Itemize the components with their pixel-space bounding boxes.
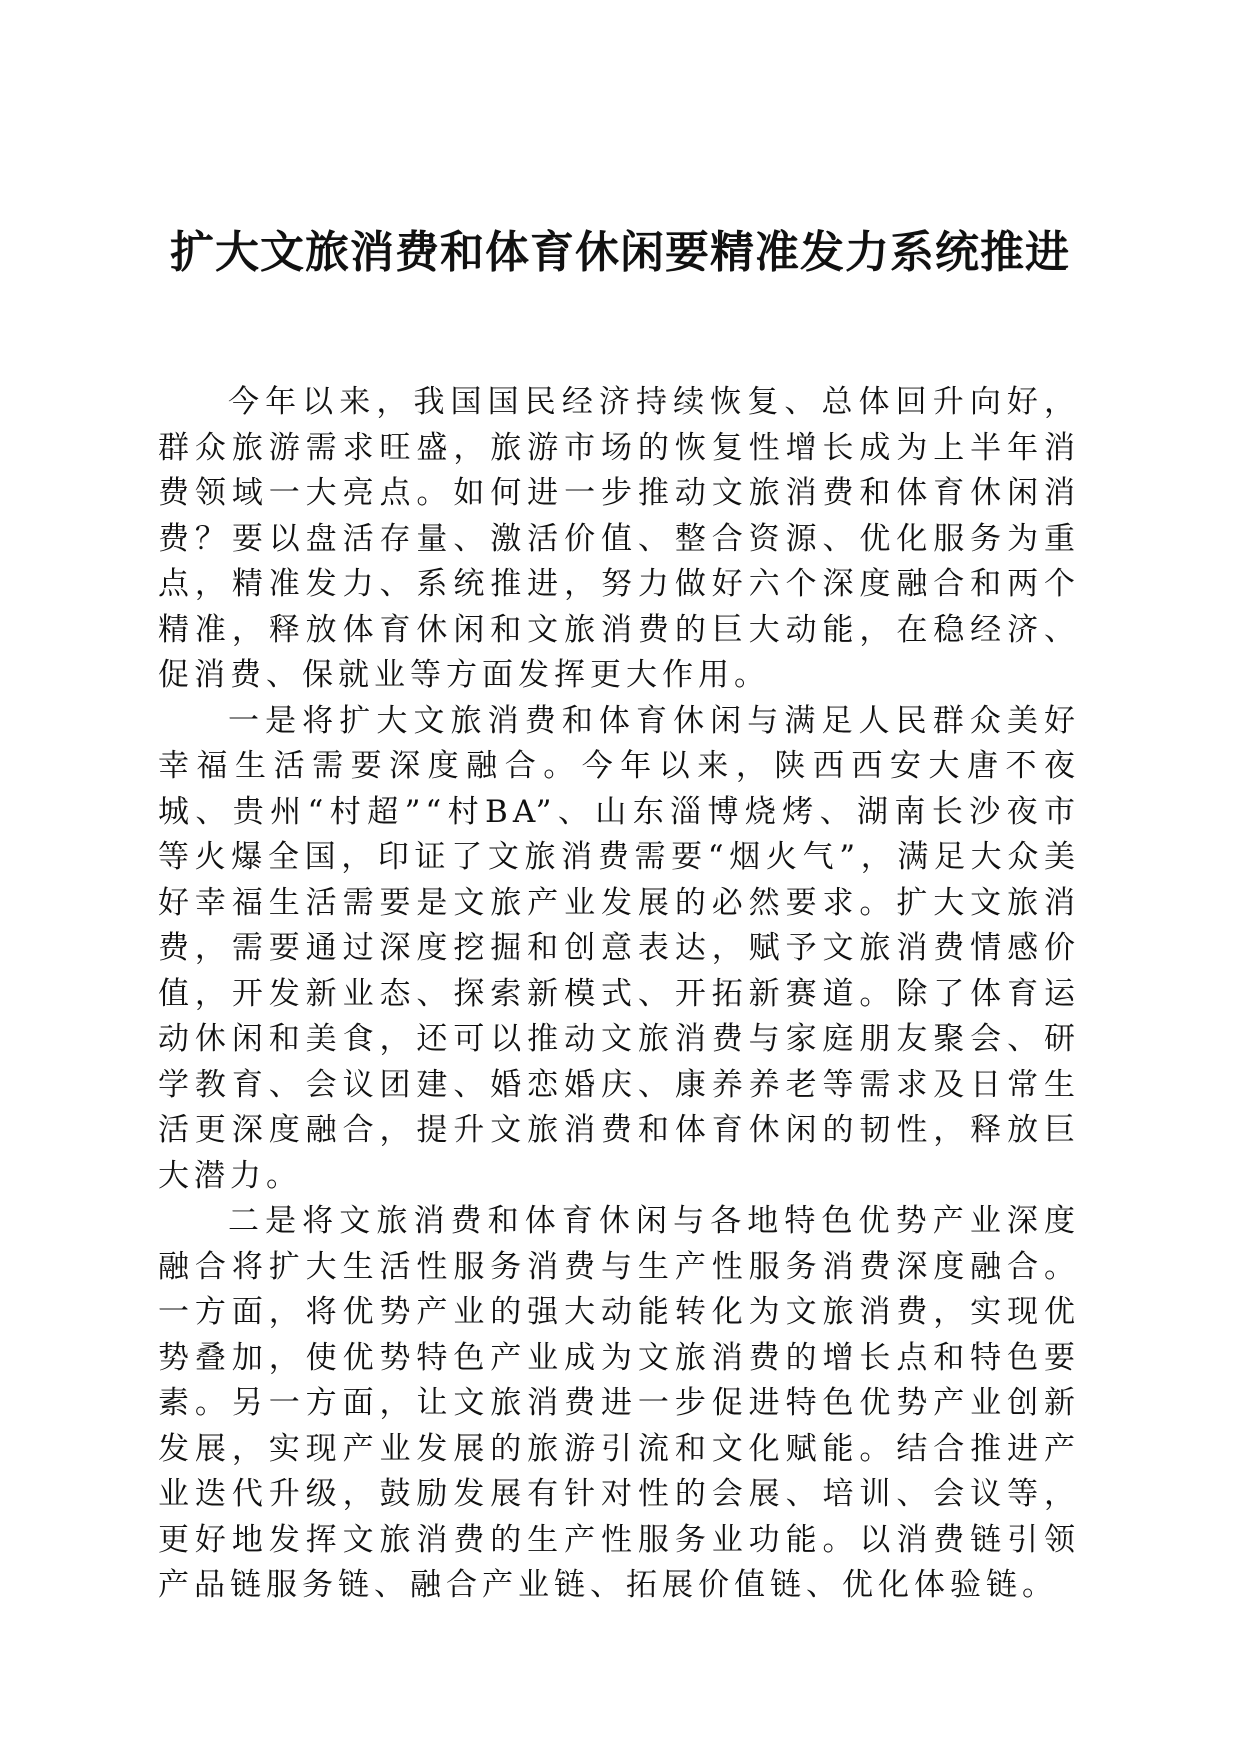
document-title: 扩大文旅消费和体育休闲要精准发力系统推进 (170, 227, 1070, 278)
paragraph-point-one: 一是将扩大文旅消费和体育休闲与满足人民群众美好幸福生活需要深度融合。今年以来，陕西西安大唐不夜城、贵州“村超”“村BA”、山东淄博烧烤、湖南长沙夜市等火爆全国，印证了文旅消费需要“烟火气”，满足大众美好幸福生活需要是文旅产业发展的必然要求。扩大文旅消费，需要通过深度挖掘和创意表达，赋予文旅消费情感价值，开发新业态、探索新模式、开拓新赛道。除了体育运动休闲和美食，还可以推动文旅消费与家庭朋友聚会、研学教育、会议团建、婚恋婚庆、康养养老等需求及日常生活更深度融合，提升文旅消费和体育休闲的韧性，释放巨大潜力。 (158, 702, 1080, 1194)
document-body (158, 380, 1080, 1609)
paragraph-intro: 今年以来，我国国民经济持续恢复、总体回升向好，群众旅游需求旺盛，旅游市场的恢复性增长成为上半年消费领域一大亮点。如何进一步推动文旅消费和体育休闲消费？要以盘活存量、激活价值、整合资源、优化服务为重点，精准发力、系统推进，努力做好六个深度融合和两个精准，释放体育休闲和文旅消费的巨大动能，在稳经济、促消费、保就业等方面发挥更大作用。 (158, 384, 1080, 693)
paragraph-point-two: 二是将文旅消费和体育休闲与各地特色优势产业深度融合将扩大生活性服务消费与生产性服务消费深度融合。一方面，将优势产业的强大动能转化为文旅消费，实现优势叠加，使优势特色产业成为文旅消费的增长点和特色要素。另一方面，让文旅消费进一步促进特色优势产业创新发展，实现产业发展的旅游引流和文化赋能。结合推进产业迭代升级，鼓励发展有针对性的会展、培训、会议等，更好地发挥文旅消费的生产性服务业功能。以消费链引领产品链服务链、融合产业链、拓展价值链、优化体验链。 (158, 1203, 1080, 1603)
